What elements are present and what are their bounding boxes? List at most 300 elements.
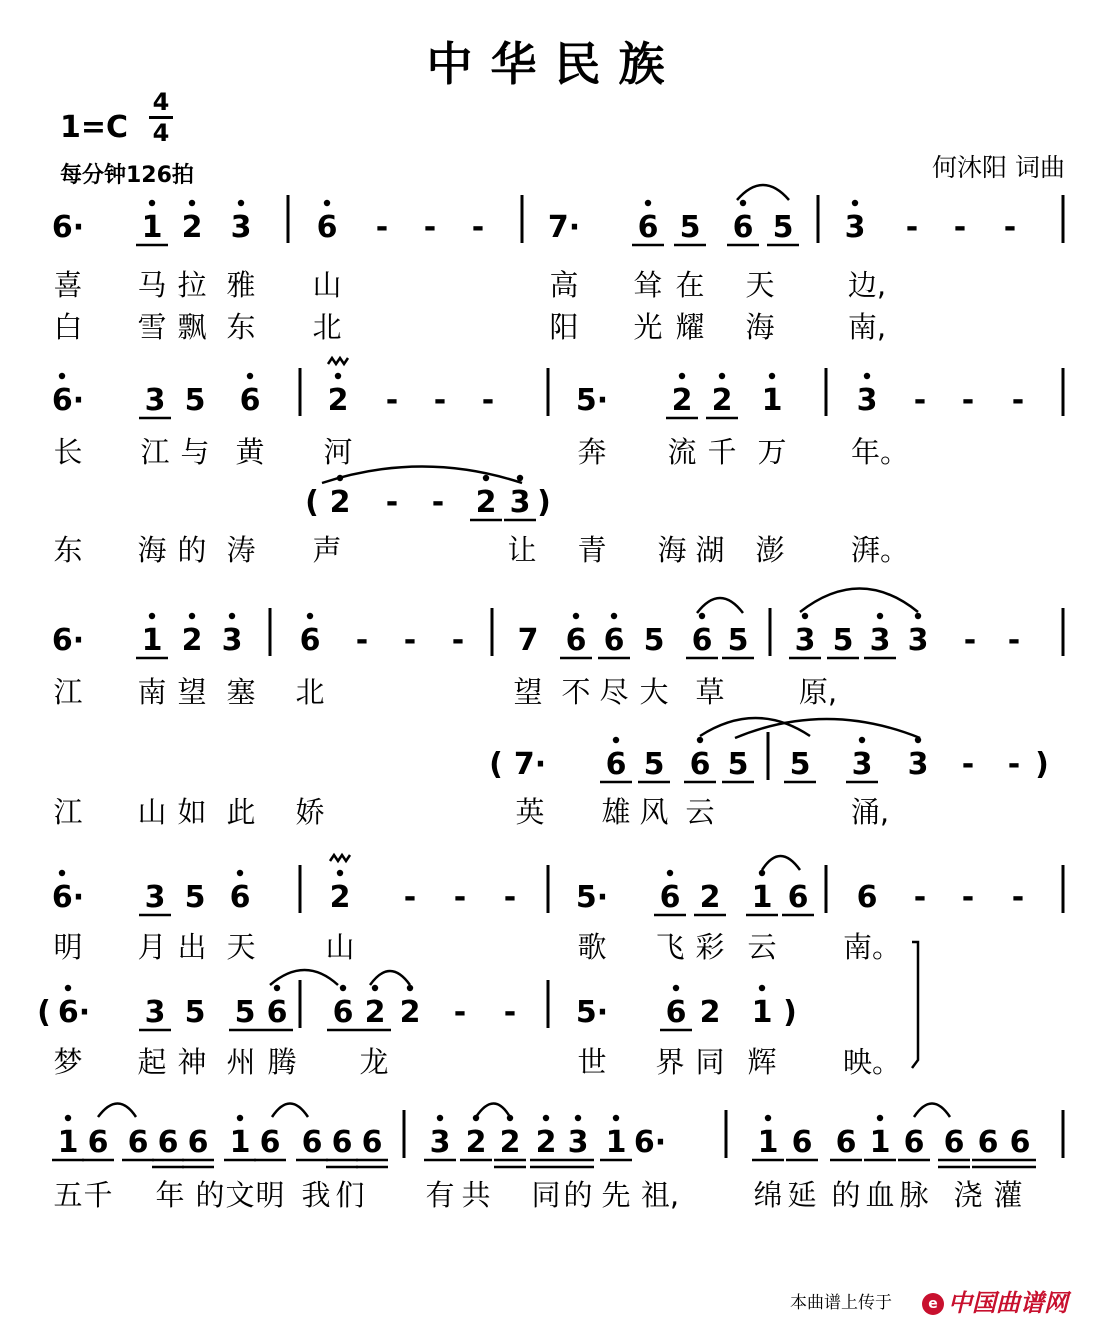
lyric-word: 白 xyxy=(53,310,83,344)
site-logo[interactable] xyxy=(922,1283,1068,1318)
note: ( xyxy=(489,747,503,782)
note: 7· xyxy=(513,747,547,782)
note: 2 xyxy=(327,383,349,418)
lyric-word: 的 xyxy=(195,1178,225,1212)
lyric-word: 血 xyxy=(865,1178,895,1212)
high-octave-dot xyxy=(247,373,253,379)
high-octave-dot xyxy=(237,1115,243,1121)
note: - xyxy=(1011,880,1025,915)
high-octave-dot xyxy=(324,200,330,206)
note: 3 xyxy=(429,1125,451,1160)
note: 6 xyxy=(732,210,754,245)
high-octave-dot xyxy=(274,985,280,991)
lyric-word: 娇 xyxy=(295,795,325,829)
lyric-word: 拉 xyxy=(177,268,207,302)
slur xyxy=(697,598,743,613)
note: 1 xyxy=(869,1125,891,1160)
lyric-word: 雄 xyxy=(601,795,631,829)
note: 6 xyxy=(689,747,711,782)
note: 6 xyxy=(565,623,587,658)
note: 6 xyxy=(187,1125,209,1160)
note: - xyxy=(961,383,975,418)
lyric-word: 尽 xyxy=(599,675,629,709)
note: - xyxy=(375,210,389,245)
note: 5 xyxy=(184,383,206,418)
note: 3 xyxy=(144,880,166,915)
note: 2 xyxy=(181,210,203,245)
note: - xyxy=(433,383,447,418)
note: 1 xyxy=(141,623,163,658)
note: 6 xyxy=(637,210,659,245)
note: 6 xyxy=(835,1125,857,1160)
note: 6 xyxy=(787,880,809,915)
lyric-word: 江 xyxy=(53,675,83,709)
note: 1 xyxy=(757,1125,779,1160)
note: 2 xyxy=(399,995,421,1030)
lyric-word: 明 xyxy=(255,1178,285,1212)
high-octave-dot xyxy=(189,613,195,619)
high-octave-dot xyxy=(877,613,883,619)
note: 3 xyxy=(221,623,243,658)
note: 6 xyxy=(603,623,625,658)
note: ( xyxy=(37,995,51,1030)
lyric-word: 东 xyxy=(226,310,256,344)
lyric-word: 喜 xyxy=(53,268,83,302)
note: - xyxy=(471,210,485,245)
note: 6· xyxy=(51,880,85,915)
slur xyxy=(270,970,338,985)
slur xyxy=(737,185,789,200)
lyric-word: 灌 xyxy=(993,1178,1023,1212)
note: 2 xyxy=(699,995,721,1030)
notation-layer xyxy=(37,195,1063,1212)
slur xyxy=(800,589,918,613)
lyric-word: 的 xyxy=(831,1178,861,1212)
note: - xyxy=(905,210,919,245)
note: 3 xyxy=(509,485,531,520)
note: 6 xyxy=(659,880,681,915)
high-octave-dot xyxy=(759,870,765,876)
lyric-word: 高 xyxy=(549,268,579,302)
lyric-word: 辉 xyxy=(747,1045,777,1079)
note: 6 xyxy=(127,1125,149,1160)
lyric-word: 北 xyxy=(312,310,342,344)
lyric-word: 声 xyxy=(312,533,342,567)
note: 2 xyxy=(364,995,386,1030)
high-octave-dot xyxy=(613,1115,619,1121)
lyric-word: 北 xyxy=(295,675,325,709)
note: 6 xyxy=(665,995,687,1030)
high-octave-dot xyxy=(575,1115,581,1121)
composer-credit: 何沐阳 词曲 xyxy=(932,153,1065,182)
lyric-word: 我 xyxy=(301,1178,331,1212)
high-octave-dot xyxy=(673,985,679,991)
lyric-word: 千 xyxy=(707,435,737,469)
ornament-mark xyxy=(328,358,348,364)
note: 2 xyxy=(329,485,351,520)
high-octave-dot xyxy=(437,1115,443,1121)
lyric-word: 浇 xyxy=(953,1178,983,1212)
note: 3 xyxy=(856,383,878,418)
note: 1 xyxy=(229,1125,251,1160)
lyric-word: 云 xyxy=(685,795,715,829)
note: ) xyxy=(1035,747,1049,782)
high-octave-dot xyxy=(335,373,341,379)
high-octave-dot xyxy=(859,737,865,743)
note: 3 xyxy=(144,383,166,418)
note: 1 xyxy=(57,1125,79,1160)
lyric-word: 界 xyxy=(655,1045,685,1079)
time-signature-top: 4 xyxy=(152,88,170,116)
lyric-word: 望 xyxy=(513,675,543,709)
note: 7 xyxy=(517,623,539,658)
lyric-word: 雪 xyxy=(137,310,167,344)
lyric-word: 光 xyxy=(633,310,663,344)
lyric-word: 飘 xyxy=(177,310,207,344)
high-octave-dot xyxy=(877,1115,883,1121)
note: 5· xyxy=(575,880,609,915)
note: 5 xyxy=(643,747,665,782)
lyric-word: 月 xyxy=(137,930,167,964)
logo-icon: e xyxy=(922,1293,944,1315)
note: 5 xyxy=(679,210,701,245)
high-octave-dot xyxy=(573,613,579,619)
lyric-word: 边, xyxy=(847,268,887,302)
note: - xyxy=(1007,623,1021,658)
note: 5 xyxy=(234,995,256,1030)
lyric-word: 先 xyxy=(601,1178,631,1212)
high-octave-dot xyxy=(740,200,746,206)
lyric-word: 梦 xyxy=(53,1045,83,1079)
note: 6 xyxy=(157,1125,179,1160)
lyric-word: 祖, xyxy=(640,1178,680,1212)
lyric-word: 歌 xyxy=(577,930,607,964)
lyric-word: 大 xyxy=(639,675,669,709)
note: - xyxy=(385,383,399,418)
lyric-word: 天 xyxy=(226,930,256,964)
note: 2 xyxy=(475,485,497,520)
note: 2 xyxy=(181,623,203,658)
high-octave-dot xyxy=(407,985,413,991)
high-octave-dot xyxy=(611,613,617,619)
note: 7· xyxy=(547,210,581,245)
lyric-word: 江 xyxy=(53,795,83,829)
high-octave-dot xyxy=(699,613,705,619)
note: 6· xyxy=(51,623,85,658)
note: 6 xyxy=(332,995,354,1030)
note: 6· xyxy=(633,1125,667,1160)
lyric-word: 风 xyxy=(639,795,669,829)
high-octave-dot xyxy=(65,1115,71,1121)
lyric-word: 如 xyxy=(177,795,207,829)
high-octave-dot xyxy=(517,475,523,481)
note: - xyxy=(451,623,465,658)
note: - xyxy=(403,880,417,915)
lyric-word: 南。 xyxy=(842,930,902,964)
high-octave-dot xyxy=(237,870,243,876)
note: 3 xyxy=(230,210,252,245)
note: - xyxy=(1007,747,1021,782)
note: 6· xyxy=(57,995,91,1030)
note: - xyxy=(961,880,975,915)
lyric-word: 耀 xyxy=(675,310,705,344)
lyric-word: 起 xyxy=(137,1045,167,1079)
note: - xyxy=(1011,383,1025,418)
lyric-word: 千 xyxy=(83,1178,113,1212)
lyric-word: 同 xyxy=(695,1045,725,1079)
lyric-word: 不 xyxy=(561,675,591,709)
note: 1 xyxy=(761,383,783,418)
lyric-word: 映。 xyxy=(842,1045,902,1079)
high-octave-dot xyxy=(189,200,195,206)
note: - xyxy=(423,210,437,245)
note: 2 xyxy=(699,880,721,915)
high-octave-dot xyxy=(340,985,346,991)
lyric-word: 东 xyxy=(53,533,83,567)
note: 3 xyxy=(851,747,873,782)
lyric-word: 腾 xyxy=(267,1045,297,1079)
note: - xyxy=(453,880,467,915)
lyric-word: 同 xyxy=(531,1178,561,1212)
high-octave-dot xyxy=(915,737,921,743)
lyric-word: 明 xyxy=(53,930,83,964)
note: 6 xyxy=(361,1125,383,1160)
high-octave-dot xyxy=(337,870,343,876)
note: 1 xyxy=(751,995,773,1030)
lyric-word: 天 xyxy=(745,268,775,302)
note: 3 xyxy=(907,623,929,658)
note: 2 xyxy=(535,1125,557,1160)
lyric-word: 江 xyxy=(140,435,170,469)
lyric-word: 澎 xyxy=(755,533,785,567)
note: 2 xyxy=(711,383,733,418)
slur xyxy=(98,1104,136,1118)
note: 5 xyxy=(184,880,206,915)
song-title: 中华民族 xyxy=(426,37,683,91)
lyric-word: 原, xyxy=(798,675,838,709)
note: 6 xyxy=(239,383,261,418)
lyric-word: 阳 xyxy=(549,310,579,344)
high-octave-dot xyxy=(802,613,808,619)
lyric-word: 与 xyxy=(180,435,210,469)
note: - xyxy=(913,383,927,418)
note: 3 xyxy=(907,747,929,782)
lyric-word: 有 xyxy=(425,1178,455,1212)
note: 6 xyxy=(691,623,713,658)
lyric-word: 此 xyxy=(226,795,256,829)
note: - xyxy=(453,995,467,1030)
lyric-word: 龙 xyxy=(359,1045,389,1079)
lyric-word: 飞 xyxy=(655,930,685,964)
lyric-word: 脉 xyxy=(899,1178,929,1212)
lyric-word: 年。 xyxy=(850,435,910,469)
note: 2 xyxy=(671,383,693,418)
octave-dot xyxy=(65,985,71,991)
lyric-word: 世 xyxy=(577,1045,607,1079)
lyric-word: 马 xyxy=(137,268,167,302)
high-octave-dot xyxy=(149,200,155,206)
note: 5 xyxy=(727,623,749,658)
high-octave-dot xyxy=(229,613,235,619)
slur xyxy=(735,719,920,738)
key-signature: 1=C xyxy=(60,110,129,145)
lyric-word: 的 xyxy=(177,533,207,567)
lyric-word: 望 xyxy=(177,675,207,709)
note: ) xyxy=(783,995,797,1030)
lyric-word: 南 xyxy=(137,675,167,709)
note: - xyxy=(953,210,967,245)
lyric-word: 山 xyxy=(137,795,167,829)
lyric-word: 流 xyxy=(667,435,697,469)
lyric-word: 在 xyxy=(675,268,705,302)
note: 6 xyxy=(266,995,288,1030)
note: 6· xyxy=(51,210,85,245)
note: 2 xyxy=(329,880,351,915)
note: 5 xyxy=(184,995,206,1030)
lyric-word: 河 xyxy=(323,435,353,469)
logo-text: 中国曲谱网 xyxy=(948,1289,1068,1317)
note: 1 xyxy=(141,210,163,245)
note: 3 xyxy=(844,210,866,245)
note: - xyxy=(961,747,975,782)
lyric-word: 延 xyxy=(787,1178,817,1212)
slur xyxy=(914,1104,950,1118)
octave-dot xyxy=(59,373,65,379)
high-octave-dot xyxy=(667,870,673,876)
high-octave-dot xyxy=(543,1115,549,1121)
lyric-word: 文 xyxy=(225,1178,255,1212)
note: - xyxy=(355,623,369,658)
note: 6 xyxy=(943,1125,965,1160)
note: 3 xyxy=(144,995,166,1030)
note: 5 xyxy=(727,747,749,782)
note: 1 xyxy=(751,880,773,915)
lyric-word: 万 xyxy=(757,435,787,469)
lyric-word: 耸 xyxy=(633,268,663,302)
note: 6 xyxy=(229,880,251,915)
high-octave-dot xyxy=(679,373,685,379)
high-octave-dot xyxy=(759,985,765,991)
lyric-word: 长 xyxy=(53,435,83,469)
time-signature-bottom: 4 xyxy=(152,119,170,147)
note: 5· xyxy=(575,383,609,418)
high-octave-dot xyxy=(238,200,244,206)
lyric-word: 塞 xyxy=(226,675,256,709)
lyric-word: 海 xyxy=(745,310,775,344)
note: - xyxy=(503,880,517,915)
note: 5· xyxy=(575,995,609,1030)
high-octave-dot xyxy=(915,613,921,619)
lyric-word: 州 xyxy=(226,1045,256,1079)
lyric-word: 出 xyxy=(177,930,207,964)
tempo-marking: 每分钟126拍 xyxy=(60,163,194,188)
note: 6· xyxy=(51,383,85,418)
bracket xyxy=(912,942,918,1068)
note: - xyxy=(385,485,399,520)
high-octave-dot xyxy=(372,985,378,991)
lyric-word: 英 xyxy=(515,795,545,829)
note: ( xyxy=(305,485,319,520)
high-octave-dot xyxy=(719,373,725,379)
lyric-word: 黄 xyxy=(235,435,265,469)
note: 2 xyxy=(465,1125,487,1160)
lyric-word: 海 xyxy=(657,533,687,567)
high-octave-dot xyxy=(864,373,870,379)
note: 2 xyxy=(499,1125,521,1160)
lyric-word: 青 xyxy=(577,533,607,567)
note: 5 xyxy=(832,623,854,658)
lyric-word: 山 xyxy=(312,268,342,302)
high-octave-dot xyxy=(852,200,858,206)
lyric-word: 彩 xyxy=(695,930,725,964)
high-octave-dot xyxy=(483,475,489,481)
high-octave-dot xyxy=(769,373,775,379)
lyric-word: 雅 xyxy=(226,268,256,302)
note: 6 xyxy=(259,1125,281,1160)
high-octave-dot xyxy=(307,613,313,619)
lyric-word: 湃。 xyxy=(850,533,910,567)
octave-dot xyxy=(59,870,65,876)
high-octave-dot xyxy=(507,1115,513,1121)
lyric-word: 山 xyxy=(325,930,355,964)
note: 6 xyxy=(299,623,321,658)
lyric-word: 南, xyxy=(847,310,887,344)
note: 1 xyxy=(605,1125,627,1160)
high-octave-dot xyxy=(149,613,155,619)
high-octave-dot xyxy=(613,737,619,743)
note: 6 xyxy=(903,1125,925,1160)
note: 3 xyxy=(869,623,891,658)
lyric-word: 涛 xyxy=(226,533,256,567)
note: 6 xyxy=(87,1125,109,1160)
note: - xyxy=(1003,210,1017,245)
lyric-word: 共 xyxy=(461,1178,491,1212)
note: - xyxy=(503,995,517,1030)
lyric-word: 神 xyxy=(177,1045,207,1079)
note: 6 xyxy=(605,747,627,782)
lyric-word: 们 xyxy=(335,1178,365,1212)
high-octave-dot xyxy=(645,200,651,206)
note: - xyxy=(431,485,445,520)
note: 3 xyxy=(794,623,816,658)
lyric-word: 涌, xyxy=(850,795,890,829)
lyric-word: 草 xyxy=(695,675,725,709)
lyric-word: 五 xyxy=(53,1178,83,1212)
lyric-word: 让 xyxy=(507,533,537,567)
slur xyxy=(272,1104,308,1118)
lyric-word: 的 xyxy=(563,1178,593,1212)
note: - xyxy=(963,623,977,658)
note: - xyxy=(403,623,417,658)
high-octave-dot xyxy=(473,1115,479,1121)
high-octave-dot xyxy=(337,475,343,481)
lyric-word: 年 xyxy=(155,1178,185,1212)
slur xyxy=(762,856,800,870)
slur xyxy=(370,971,410,985)
lyric-word: 云 xyxy=(747,930,777,964)
upload-note: 本曲谱上传于 xyxy=(790,1293,892,1313)
note: - xyxy=(913,880,927,915)
lyric-word: 湖 xyxy=(695,533,725,567)
note: 6 xyxy=(316,210,338,245)
high-octave-dot xyxy=(697,737,703,743)
ornament-mark xyxy=(330,855,350,861)
note: 6 xyxy=(331,1125,353,1160)
note: 6 xyxy=(791,1125,813,1160)
high-octave-dot xyxy=(765,1115,771,1121)
note: 3 xyxy=(567,1125,589,1160)
note: 6 xyxy=(977,1125,999,1160)
